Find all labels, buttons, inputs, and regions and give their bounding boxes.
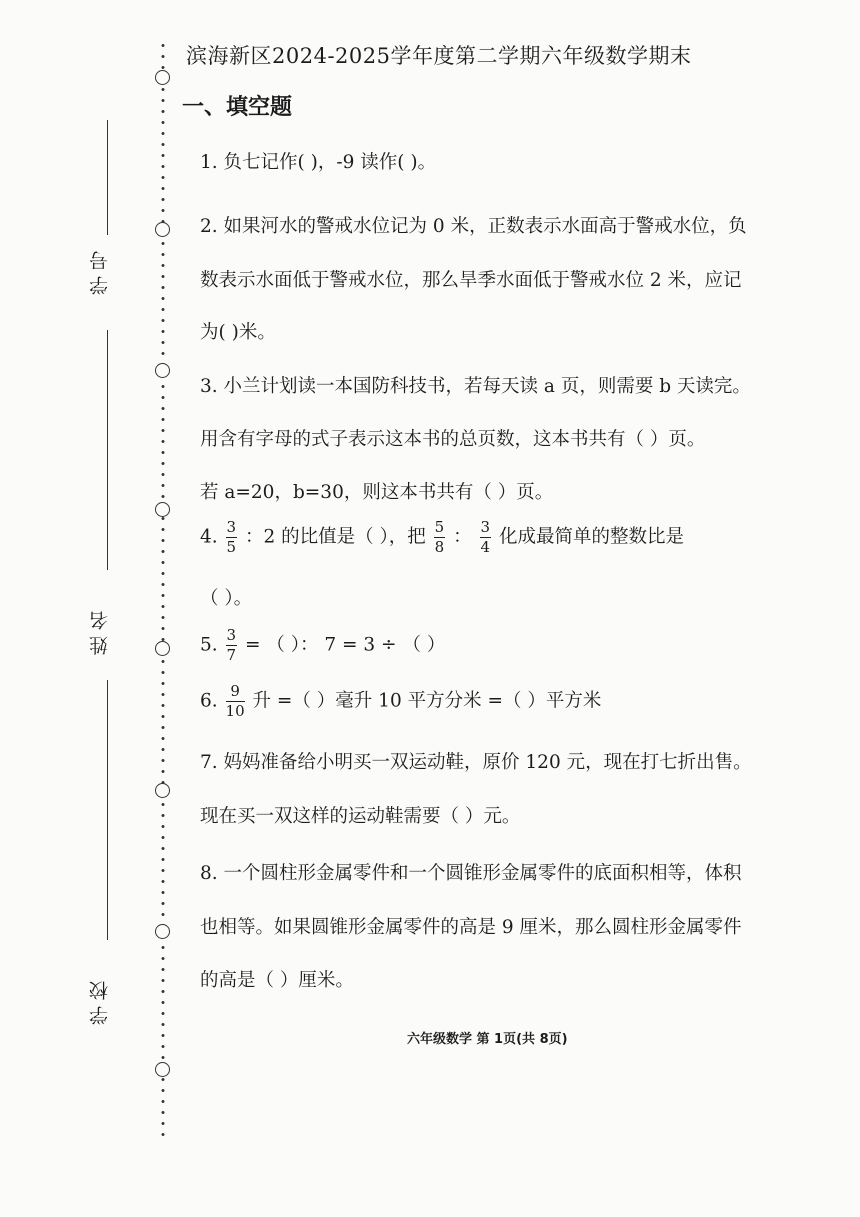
binding-dotted-line <box>161 40 165 1140</box>
fraction-numerator: 3 <box>226 626 237 644</box>
question-7-line-2: 现在买一双这样的运动鞋需要（ ）元。 <box>200 806 521 827</box>
binding-hole-icon <box>155 502 170 517</box>
fraction <box>226 520 238 555</box>
question-6 <box>200 684 601 719</box>
question-2-line-1: 2. 如果河水的警戒水位记为 0 米，正数表示水面高于警戒水位，负 <box>200 216 747 237</box>
exam-title: 滨海新区2024-2025学年度第二学期六年级数学期末 <box>186 44 692 68</box>
student-no-line <box>107 120 108 235</box>
name-line <box>107 330 108 570</box>
question-3-line-3: 若 a=20，b=30，则这本书共有（ ）页。 <box>200 482 554 503</box>
question-3-line-1: 3. 小兰计划读一本国防科技书，若每天读 a 页，则需要 b 天读完。 <box>200 376 751 397</box>
question-6-number: 6. <box>200 690 218 712</box>
question-4-text-3: 化成最简单的整数比是 <box>498 526 684 548</box>
binding-hole-icon <box>155 924 170 939</box>
question-4-line-2: （ ）。 <box>200 588 253 609</box>
fraction <box>434 520 446 555</box>
school-line <box>107 680 108 940</box>
fraction <box>480 520 492 555</box>
question-4-line-1 <box>200 520 684 555</box>
fraction-numerator: 5 <box>434 518 445 536</box>
binding-hole-icon <box>155 1062 170 1077</box>
question-5-number: 5. <box>200 634 218 656</box>
question-8-line-2: 也相等。如果圆锥形金属零件的高是 9 厘米，那么圆柱形金属零件 <box>200 917 742 938</box>
question-7-line-1: 7. 妈妈准备给小明买一双运动鞋，原价 120 元，现在打七折出售。 <box>200 752 752 773</box>
fraction-denominator: 8 <box>434 538 445 556</box>
question-8-line-1: 8. 一个圆柱形金属零件和一个圆锥形金属零件的底面积相等，体积 <box>200 863 742 884</box>
question-1: 1. 负七记作( )，-9 读作( )。 <box>200 152 437 173</box>
name-label: 姓名 <box>89 605 111 655</box>
question-5-text: = （ ）： 7 = 3 ÷ （ ） <box>244 634 446 656</box>
question-4-text-1: ：2 的比值是（ ），把 <box>244 526 426 548</box>
fraction-denominator: 7 <box>226 646 237 664</box>
page-footer: 六年级数学 第 1页(共 8页) <box>407 1032 568 1047</box>
question-8-line-3: 的高是（ ）厘米。 <box>200 970 354 991</box>
fraction-denominator: 10 <box>225 702 245 720</box>
question-2-line-3: 为( )米。 <box>200 322 276 343</box>
student-no-label: 学号 <box>89 245 111 295</box>
fraction-denominator: 4 <box>480 538 491 556</box>
fraction-numerator: 3 <box>480 518 491 536</box>
fraction <box>226 628 238 663</box>
fraction-numerator: 9 <box>226 684 245 702</box>
question-5 <box>200 628 445 663</box>
question-2-line-2: 数表示水面低于警戒水位，那么旱季水面低于警戒水位 2 米，应记 <box>200 270 742 291</box>
question-4-number: 4. <box>200 526 218 548</box>
fraction-denominator: 5 <box>226 538 237 556</box>
school-label: 学校 <box>89 975 111 1025</box>
question-4-text-2: ： <box>453 526 472 548</box>
fraction-numerator: 3 <box>226 518 237 536</box>
section-heading: 一、填空题 <box>182 95 293 120</box>
fraction <box>226 684 245 719</box>
binding-hole-icon <box>155 641 170 656</box>
question-3-line-2: 用含有字母的式子表示这本书的总页数，这本书共有（ ）页。 <box>200 429 706 450</box>
binding-hole-icon <box>155 222 170 237</box>
question-6-text: 升 =（ ）毫升 10 平方分米 =（ ）平方米 <box>252 690 602 712</box>
binding-hole-icon <box>155 783 170 798</box>
binding-hole-icon <box>155 70 170 85</box>
binding-hole-icon <box>155 363 170 378</box>
